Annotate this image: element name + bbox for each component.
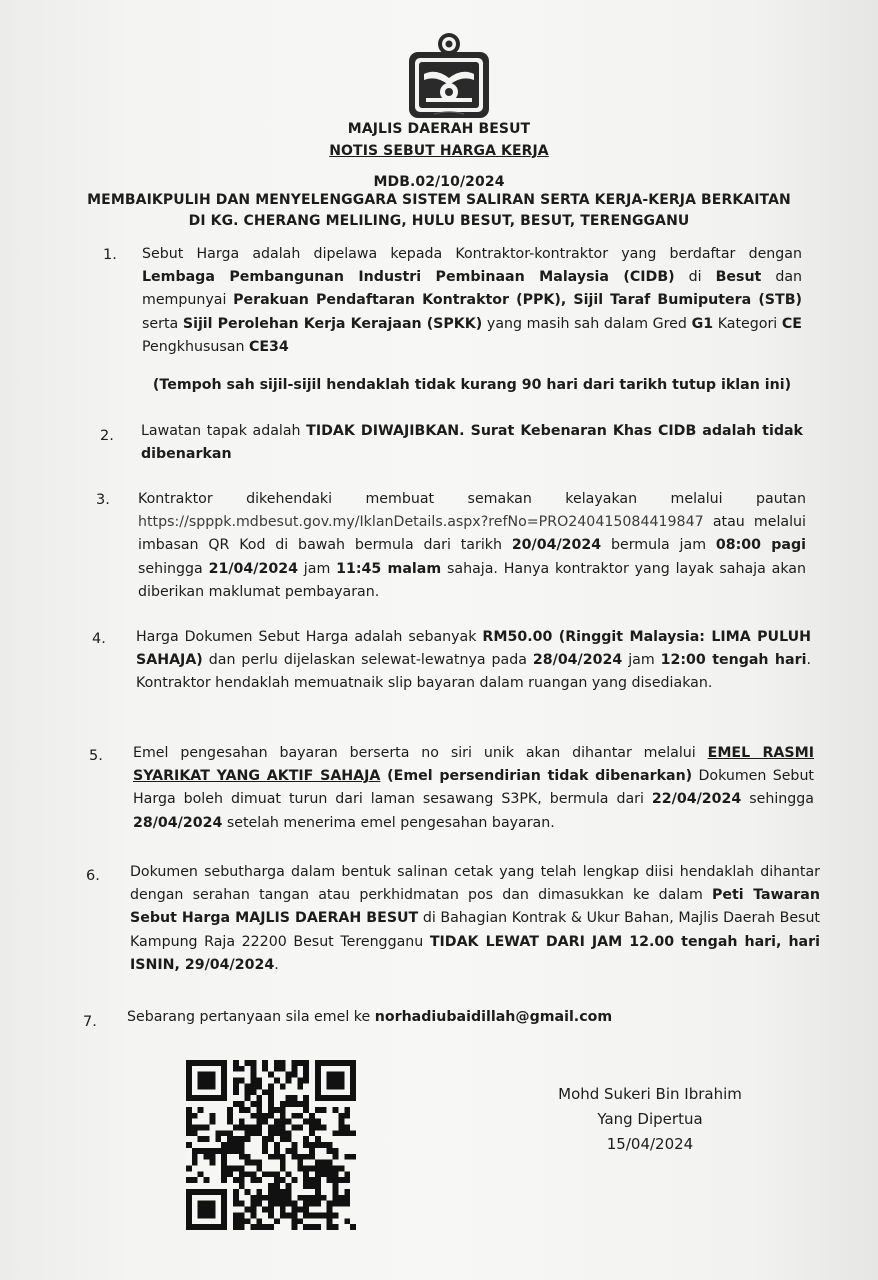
item-number-6: 6. [86, 868, 100, 884]
item-number-1: 1. [103, 247, 117, 263]
item-number-2: 2. [100, 428, 114, 444]
council-crest-logo [404, 30, 494, 122]
signature-date: 15/04/2024 [606, 1135, 694, 1153]
item-number-3: 3. [96, 492, 110, 508]
org-name: MAJLIS DAERAH BESUT [347, 121, 531, 137]
project-title-line2: DI KG. CHERANG MELILING, HULU BESUT, BESUT, TERENGGANU [188, 213, 690, 229]
project-title-line1: MEMBAIKPULIH DAN MENYELENGGARA SISTEM SALIRAN SERTA KERJA-KERJA BERKAITAN [87, 192, 791, 208]
item-paragraph-3: Kontraktor dikehendaki membuat semakan kelayakan melalui pautan https://spppk.mdbesut.gov.my/IklanDetails.aspx?refNo=PRO240415084419847 atau melalui imbasan QR Kod di bawah bermula dari tarikh 20/04/2024 bermula jam 08:00 pagi sehingga 21/04/2024 jam 11:45 malam sahaja. Hanya kontraktor yang layak sahaja akan diberikan maklumat pembayaran. [138, 491, 806, 600]
signatory-name: Mohd Sukeri Bin Ibrahim [558, 1085, 742, 1103]
item-paragraph-5: Emel pengesahan bayaran berserta no siri unik akan dihantar melalui EMEL RASMI SYARIKAT YANG AKTIF SAHAJA (Emel persendirian tidak dibenarkan) Dokumen Sebut Harga boleh dimuat turun dari laman sesawang S3PK, bermula dari 22/04/2024 sehingga 28/04/2024 setelah menerima emel pengesahan bayaran. [133, 745, 814, 831]
item-paragraph-7: Sebarang pertanyaan sila emel ke norhadiubaidillah@gmail.com [127, 1009, 613, 1025]
eligibility-check-link[interactable]: https://spppk.mdbesut.gov.my/IklanDetails.aspx?refNo=PRO240415084419847 [138, 514, 704, 531]
item-paragraph-4: Harga Dokumen Sebut Harga adalah sebanyak RM50.00 (Ringgit Malaysia: LIMA PULUH SAHAJA) dan perlu dijelaskan selewat-lewatnya pada 28/04/2024 jam 12:00 tengah hari. Kontraktor hendaklah memuatnaik slip bayaran dalam ruangan yang disediakan. [136, 629, 811, 692]
reference-number: MDB.02/10/2024 [373, 174, 505, 190]
signatory-title: Yang Dipertua [597, 1110, 703, 1128]
item-paragraph-1: Sebut Harga adalah dipelawa kepada Kontraktor-kontraktor yang berdaftar dengan Lembaga Pembangunan Industri Pembinaan Malaysia (CIDB) di Besut dan mempunyai Perakuan Pendaftaran Kontraktor (PPK), Sijil Taraf Bumiputera (STB) serta Sijil Perolehan Kerja Kerajaan (SPKK) yang masih sah dalam Gred G1 Kategori CE Pengkhususan CE34 [142, 246, 803, 355]
qr-code-image[interactable] [186, 1060, 356, 1230]
certificate-validity-note: (Tempoh sah sijil-sijil hendaklah tidak kurang 90 hari dari tarikh tutup iklan ini) [152, 377, 792, 393]
inquiry-email[interactable]: norhadiubaidillah@gmail.com [374, 1009, 613, 1025]
item-number-5: 5. [89, 748, 103, 764]
item-number-4: 4. [92, 631, 106, 647]
item-paragraph-6: Dokumen sebutharga dalam bentuk salinan cetak yang telah lengkap diisi hendaklah dihantar dengan serahan tangan atau perkhidmatan pos dan dimasukkan ke dalam Peti Tawaran Sebut Harga MAJLIS DAERAH BESUT di Bahagian Kontrak & Ukur Bahan, Majlis Daerah Besut Kampung Raja 22200 Besut Terengganu TIDAK LEWAT DARI JAM 12.00 tengah hari, hari ISNIN, 29/04/2024. [130, 864, 820, 973]
item-paragraph-2: Lawatan tapak adalah TIDAK DIWAJIBKAN. Surat Kebenaran Khas CIDB adalah tidak dibenarkan [141, 423, 803, 463]
notice-title: NOTIS SEBUT HARGA KERJA [329, 143, 549, 159]
item-number-7: 7. [83, 1014, 97, 1030]
